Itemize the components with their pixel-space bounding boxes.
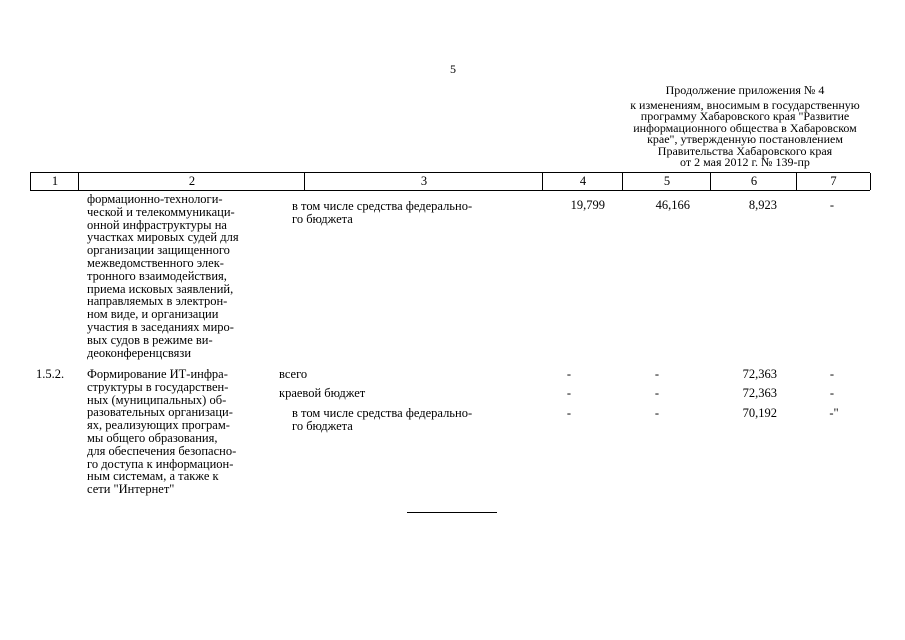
column-header-2: 2 [78,173,305,190]
column-header-7: 7 [796,173,871,190]
description-line: мы общего образования, [87,430,218,445]
description-line: организации защищенного [87,243,230,258]
block1-row-label [292,200,522,226]
description-line: деоконференцсвязи [87,345,192,360]
description-line: вых судов в режиме ви- [87,332,213,347]
block2-row-regional-cell-4: - [566,386,572,400]
block2-row-federal-cell-4: - [566,406,572,420]
description-line: формационно-технологи- [87,192,223,206]
description-line: онной инфраструктуры на [87,217,227,232]
heading-line: Правительства Хабаровского края [657,143,833,158]
column-header-6: 6 [710,173,797,190]
block2-row-regional-label: краевой бюджет [279,386,366,400]
block1-description [87,193,267,359]
page-number: 5 [450,62,456,76]
description-line: для обеспечения безопасно- [87,443,237,458]
row-label-line: в том числе средства федерально- [292,199,473,213]
heading-line: от 2 мая 2012 г. № 139-пр [680,155,810,169]
block2-row-total-cell-6: 72,363 [742,367,777,381]
block2-description [87,368,267,496]
appendix-heading [600,85,890,169]
block2-row-total-cell-7: - [829,367,835,381]
description-line: Формирование ИТ-инфра- [87,367,228,381]
description-line: разовательных организаци- [87,405,233,420]
block2-row-regional-cell-6: 72,363 [742,386,777,400]
block2-row-regional-cell-7: - [829,386,835,400]
heading-line: крае", утвержденную постановлением [647,132,843,146]
block2-row-federal-label [292,407,522,433]
table-header-row [30,172,870,191]
block2-row-total-label: всего [279,367,308,381]
description-line: направляемых в электрон- [87,294,228,309]
block1-cell-4: 19,799 [570,198,605,212]
block2-row-federal-cell-7: -" [829,406,839,420]
block2-row-federal-cell-6: 70,192 [742,406,777,420]
description-line: участия в заседаниях миро- [87,319,234,334]
row-label-line: в том числе средства федерально- [292,406,473,420]
description-line: приема исковых заявлений, [87,281,234,296]
description-line: ных (муниципальных) об- [87,392,227,407]
row-label-line: го бюджета [292,211,353,226]
heading-line: к изменениям, вносимым в государственную [630,97,860,112]
heading-line: программу Хабаровского края "Развитие [640,109,850,123]
description-line: ном виде, и организации [87,307,219,322]
row-label-line: го бюджета [292,418,353,433]
description-line: сети "Интернет" [87,482,175,497]
block2-row-regional-cell-5: - [654,386,660,400]
block1-cell-6: 8,923 [748,198,777,212]
heading-line: информационного общества в Хабаровском [633,120,857,135]
column-header-3: 3 [304,173,543,190]
description-line: участках мировых судей для [87,230,239,245]
end-divider-line [407,512,497,513]
description-line: тронного взаимодействия, [87,268,227,283]
block1-cell-5: 46,166 [655,198,690,212]
description-line: межведомственного элек- [87,255,224,270]
description-line: ным системам, а также к [87,469,219,484]
block1-cell-7: - [829,198,835,212]
heading-line-1: Продолжение приложения № 4 [665,83,825,97]
column-header-4: 4 [542,173,623,190]
description-line: ях, реализующих програм- [87,418,230,433]
column-header-1: 1 [30,173,79,190]
block2-row-total-cell-4: - [566,367,572,381]
block2-number: 1.5.2. [36,367,65,381]
block2-row-federal-cell-5: - [654,406,660,420]
description-line: ческой и телекоммуникаци- [87,204,235,219]
column-header-5: 5 [622,173,711,190]
description-line: структуры в государствен- [87,379,229,394]
block2-row-total-cell-5: - [654,367,660,381]
description-line: го доступа к информацион- [87,456,234,471]
